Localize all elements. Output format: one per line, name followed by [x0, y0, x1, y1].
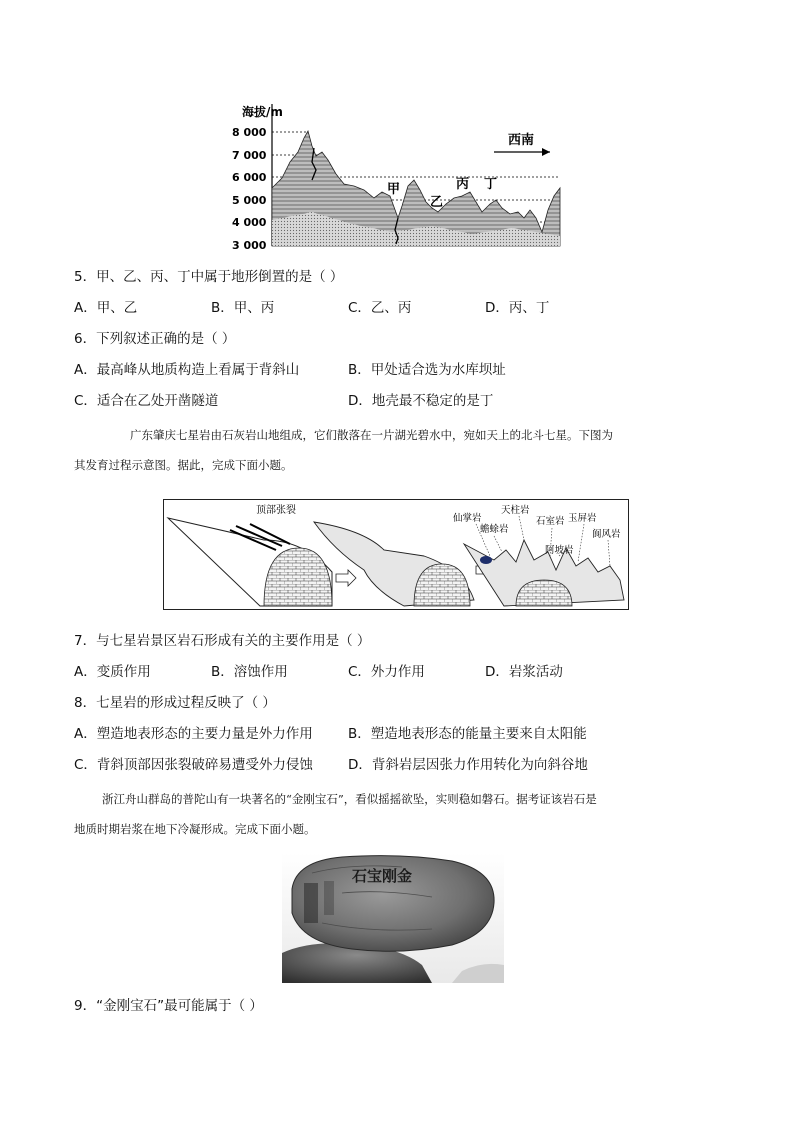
q8-option-a[interactable]: A．塑造地表形态的主要力量是外力作用: [74, 726, 313, 742]
q5-option-a[interactable]: A．甲、乙: [74, 300, 138, 316]
q6-stem: 6．下列叙述正确的是（ ）: [74, 331, 236, 347]
y-tick-8000: 8 000: [232, 126, 267, 139]
label-jia: 甲: [387, 182, 401, 197]
boulder-carving: 石宝刚金: [352, 867, 413, 885]
q9-stem: 9．“金刚宝石”最可能属于（ ）: [74, 998, 263, 1014]
q6-option-d[interactable]: D．地壳最不稳定的是丁: [348, 393, 494, 409]
terrain-profile-figure: [232, 100, 562, 250]
qixingyan-development-figure: [163, 499, 629, 610]
jingang-baoshi-photo: [282, 853, 504, 983]
stage-arrow-1: [336, 570, 356, 586]
passage-jingang-baoshi-line1: 浙江舟山群岛的普陀山有一块著名的“金刚宝石”，看似摇摇欲坠，实则稳如磐石。据考证该岩石是: [102, 792, 597, 806]
elevation-axis-label: 海拔/m: [242, 105, 283, 119]
q7-option-c[interactable]: C．外力作用: [348, 664, 425, 680]
passage-qixingyan-line2: 其发育过程示意图。据此，完成下面小题。: [74, 458, 293, 472]
direction-label: 西南: [508, 133, 535, 148]
q8-stem: 8．七星岩的形成过程反映了（ ）: [74, 695, 276, 711]
q5-option-b[interactable]: B．甲、丙: [211, 300, 275, 316]
y-tick-5000: 5 000: [232, 194, 267, 207]
boulder-small-inscription: [324, 881, 334, 915]
label-ding: 丁: [484, 177, 498, 192]
y-tick-4000: 4 000: [232, 216, 267, 229]
label-bing: 丙: [456, 177, 470, 192]
q7-option-a[interactable]: A．变质作用: [74, 664, 151, 680]
q7-option-b[interactable]: B．溶蚀作用: [211, 664, 288, 680]
q6-option-b[interactable]: B．甲处适合选为水库坝址: [348, 362, 506, 378]
y-tick-7000: 7 000: [232, 149, 267, 162]
label-chanchuyan: 蟾蜍岩: [480, 524, 509, 535]
label-tianzhuyan: 天柱岩: [501, 505, 530, 516]
label-langfengyan: 阆风岩: [592, 529, 621, 540]
q5-option-d[interactable]: D．丙、丁: [485, 300, 550, 316]
q8-option-d[interactable]: D．背斜岩层因张力作用转化为向斜谷地: [348, 757, 588, 773]
label-yupingyan: 玉屏岩: [568, 513, 597, 524]
passage-qixingyan: [74, 426, 724, 474]
q6-option-a[interactable]: A．最高峰从地质构造上看属于背斜山: [74, 362, 300, 378]
jingang-baoshi-photo-svg: [282, 853, 504, 983]
direction-arrowhead: [542, 148, 550, 156]
q7-option-d[interactable]: D．岩浆活动: [485, 664, 563, 680]
qixingyan-development-svg: [164, 500, 628, 609]
label-top-tension-crack: 顶部张裂: [256, 505, 296, 516]
label-apoyan: 阿坡岩: [545, 545, 574, 556]
q7-stem: 7．与七星岩景区岩石形成有关的主要作用是（ ）: [74, 633, 371, 649]
boulder-side-inscription: [304, 883, 318, 923]
q8-option-b[interactable]: B．塑造地表形态的能量主要来自太阳能: [348, 726, 587, 742]
y-tick-6000: 6 000: [232, 171, 267, 184]
q6-option-c[interactable]: C．适合在乙处开凿隧道: [74, 393, 219, 409]
terrain-profile-svg: [232, 100, 562, 250]
stage3-lake: [480, 556, 492, 564]
passage-jingang-baoshi-line2: 地质时期岩浆在地下冷凝形成。完成下面小题。: [74, 822, 316, 836]
q8-option-c[interactable]: C．背斜顶部因张裂破碎易遭受外力侵蚀: [74, 757, 313, 773]
label-shishiyan: 石室岩: [536, 516, 565, 527]
passage-jingang-baoshi: [74, 790, 724, 838]
passage-qixingyan-line1: 广东肇庆七星岩由石灰岩山地组成，它们散落在一片湖光碧水中，宛如天上的北斗七星。下图为: [130, 428, 613, 442]
y-tick-3000: 3 000: [232, 239, 267, 250]
q5-stem: 5．甲、乙、丙、丁中属于地形倒置的是（ ）: [74, 269, 344, 285]
label-yi: 乙: [430, 195, 444, 210]
q5-option-c[interactable]: C．乙、丙: [348, 300, 412, 316]
label-xianzhangyan: 仙掌岩: [453, 513, 482, 524]
